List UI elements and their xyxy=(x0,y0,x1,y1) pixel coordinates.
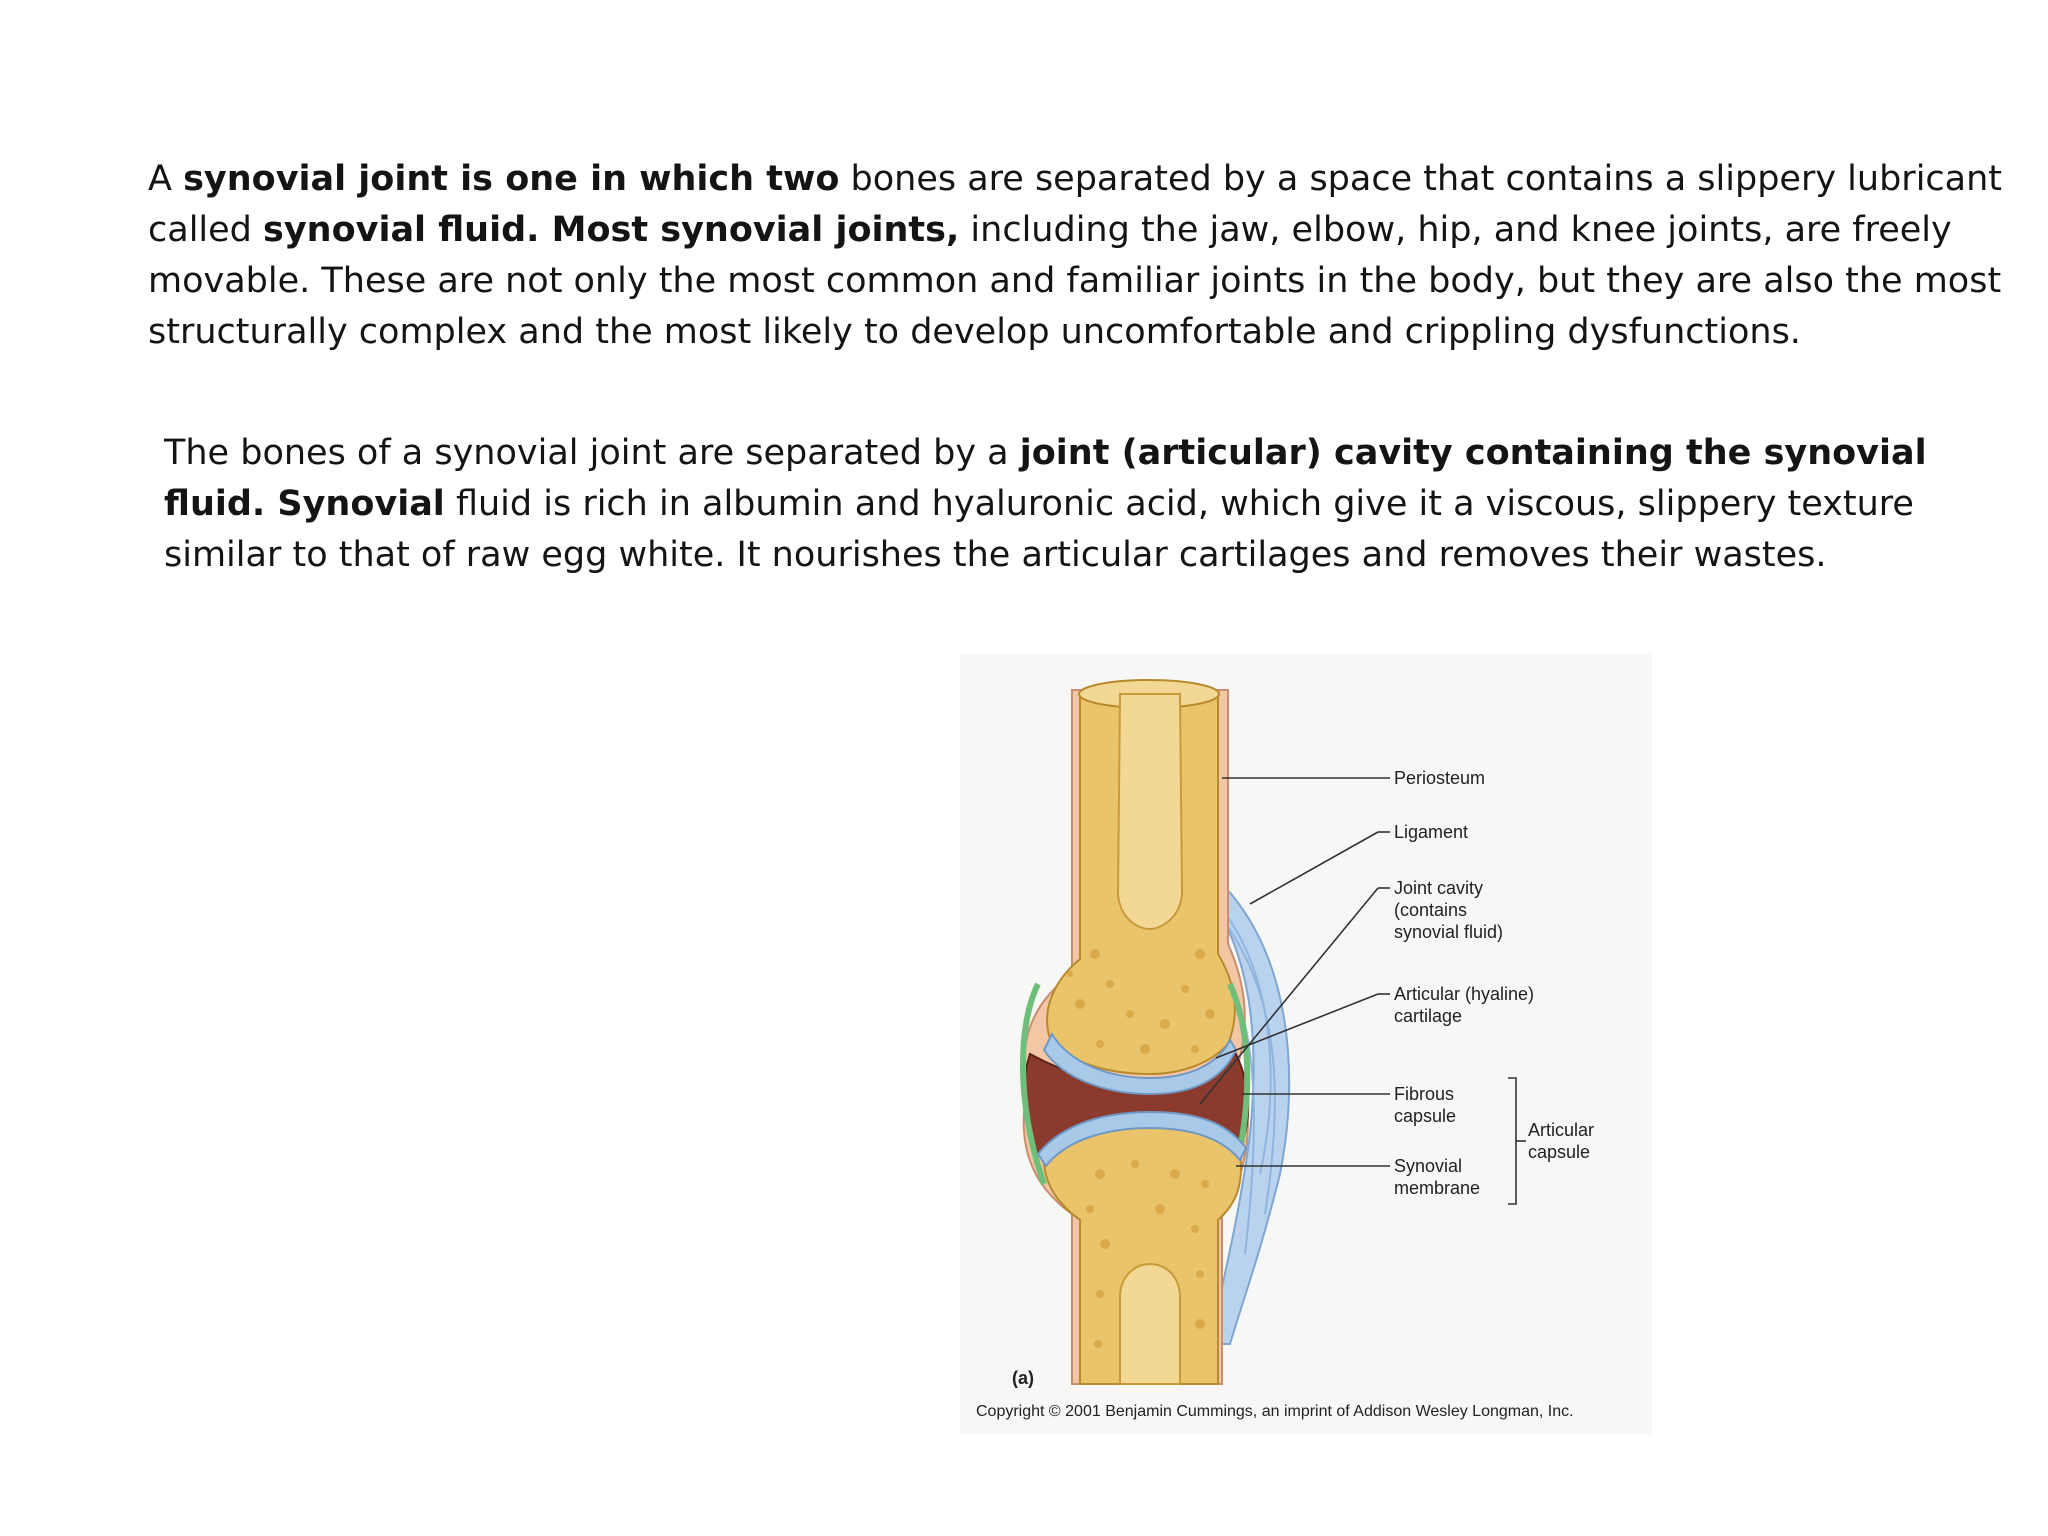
label-fibrous-capsule-1: Fibrous xyxy=(1394,1084,1455,1104)
label-articular-capsule-1: Articular xyxy=(1528,1120,1595,1140)
cavity-paragraph xyxy=(164,428,2004,581)
p2-text-2: fluid is rich in albumin and hyaluronic acid, which give it a viscous, slippery texture similar to that of raw egg white. It nourishes the articular cartilages and removes their wastes. xyxy=(164,484,1914,575)
label-joint-cavity-3: synovial fluid) xyxy=(1394,922,1504,942)
p1-text-3: including the jaw, elbow, hip, and knee joints, are freely movable. These are not only the most common and familiar joints in the body, but they are also the most structurally complex and the most likely to develop uncomfortable and crippling dysfunctions. xyxy=(148,210,2002,352)
label-articular-cartilage-2: cartilage xyxy=(1394,1006,1463,1026)
synovial-joint-diagram xyxy=(960,654,1652,1434)
p1-bold-2: synovial fluid. Most synovial joints, xyxy=(263,210,960,250)
p2-bold-1: joint (articular) cavity containing the synovial fluid. Synovial xyxy=(164,433,1927,524)
label-synovial-membrane-2: membrane xyxy=(1394,1178,1481,1198)
intro-paragraph xyxy=(148,154,2028,358)
medullary-cavity xyxy=(1118,694,1182,929)
label-joint-cavity-1: Joint cavity xyxy=(1394,878,1484,898)
label-ligament: Ligament xyxy=(1394,822,1469,842)
copyright-notice: Copyright © 2001 Benjamin Cummings, an imprint of Addison Wesley Longman, Inc. xyxy=(976,1403,1574,1420)
label-fibrous-capsule-2: capsule xyxy=(1394,1106,1457,1126)
p2-text-1: The bones of a synovial joint are separated by a xyxy=(164,433,1020,473)
p1-text-1: A xyxy=(148,159,184,199)
synovial-joint-figure xyxy=(960,654,1652,1434)
label-joint-cavity-2: (contains xyxy=(1394,900,1468,920)
label-articular-capsule-2: capsule xyxy=(1528,1142,1591,1162)
label-synovial-membrane-1: Synovial xyxy=(1394,1156,1463,1176)
label-articular-cartilage-1: Articular (hyaline) xyxy=(1394,984,1535,1004)
panel-letter: (a) xyxy=(1012,1368,1034,1388)
p1-text-2: bones are separated by a space that contains a slippery lubricant called xyxy=(148,159,2003,250)
label-periosteum: Periosteum xyxy=(1394,768,1486,788)
p1-bold-1: synovial joint is one in which two xyxy=(183,159,840,199)
